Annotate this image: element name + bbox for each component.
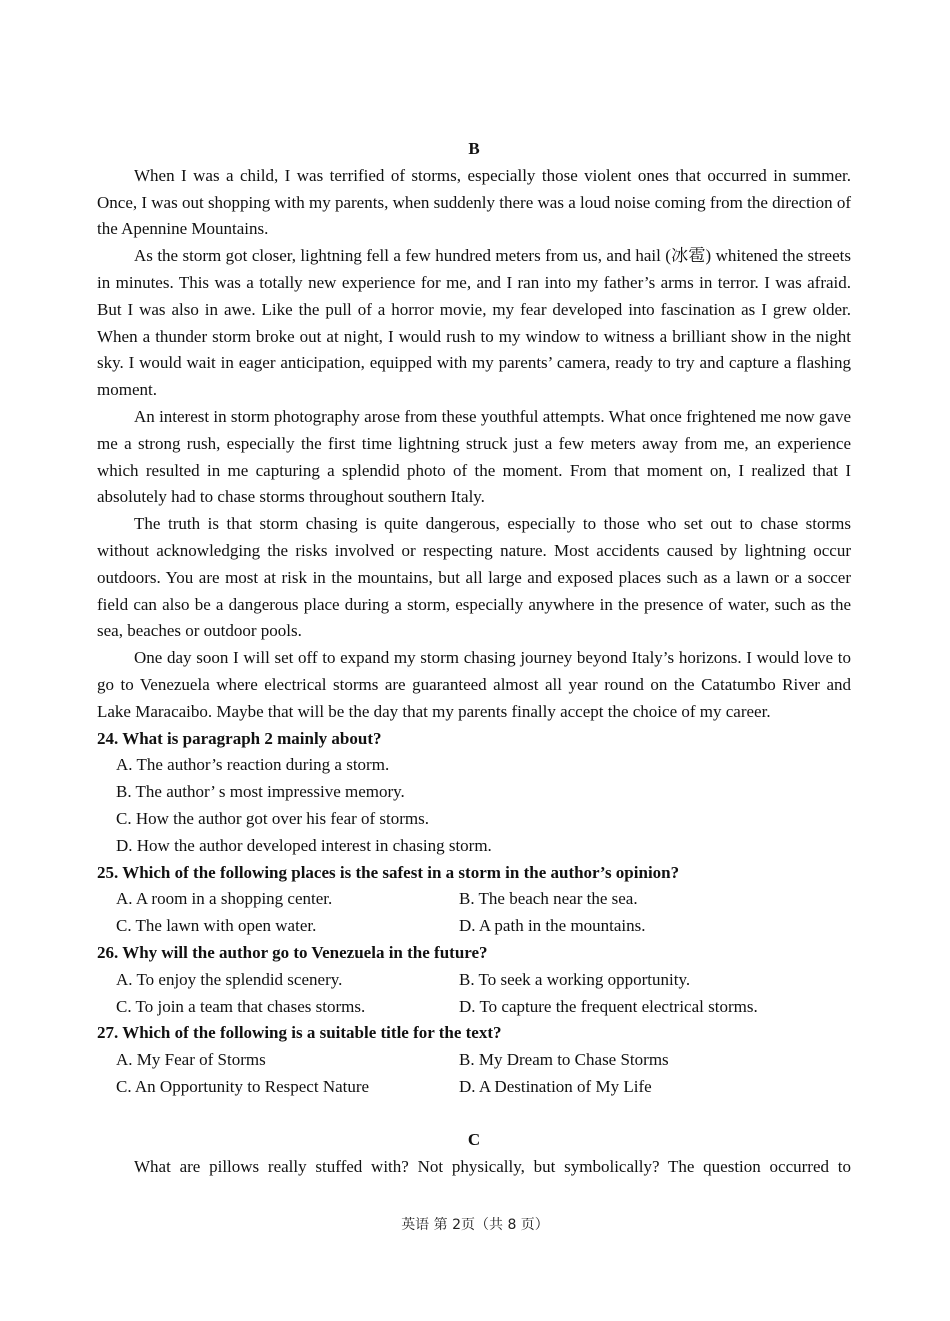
option-row bbox=[97, 886, 851, 913]
option-row bbox=[97, 913, 851, 940]
question-27: 27. Which of the following is a suitable title for the text? bbox=[97, 1023, 502, 1043]
paragraph-1: When I was a child, I was terrified of storms, especially those violent ones that occurred in summer. Once, I was out shopping with my parents, when suddenly there was a loud noise coming from the direction of the Apennine Mountains. bbox=[97, 165, 851, 239]
option: D. To capture the frequent electrical storms. bbox=[459, 996, 758, 1016]
section-b-heading: B bbox=[468, 139, 480, 158]
document-page bbox=[97, 136, 851, 1181]
option-row bbox=[97, 967, 851, 994]
option: B. The author’ s most impressive memory. bbox=[116, 782, 405, 802]
option: D. How the author developed interest in chasing storm. bbox=[116, 835, 492, 855]
option-row bbox=[97, 994, 851, 1021]
option: B. My Dream to Chase Storms bbox=[459, 1050, 669, 1070]
option: C. An Opportunity to Respect Nature bbox=[116, 1076, 370, 1096]
question-24: 24. What is paragraph 2 mainly about? bbox=[97, 728, 382, 748]
option-row bbox=[97, 1047, 851, 1074]
paragraph-4: The truth is that storm chasing is quite dangerous, especially to those who set out to chase storms without acknowledging the risks involved or respecting nature. Most accidents caused by lightning occur outdoors. You are most at risk in the mountains, but all large and exposed places such as a lawn or a soccer field can also be a dangerous place during a storm, especially anywhere in the presence of water, such as the sea, beaches or outdoor pools. bbox=[97, 514, 851, 641]
option: A. My Fear of Storms bbox=[116, 1050, 266, 1070]
paragraph-5: One day soon I will set off to expand my storm chasing journey beyond Italy’s horizons. I would love to go to Venezuela where electrical storms are guaranteed almost all year round on the Catatumbo River and Lake Maracaibo. Maybe that will be the day that my parents finally accept the choice of my career. bbox=[97, 648, 851, 721]
option: D. A path in the mountains. bbox=[459, 916, 646, 936]
page-footer: 英语 第 2页（共 8 页） bbox=[401, 1217, 549, 1233]
paragraph-2: As the storm got closer, lightning fell a few hundred meters from us, and hail (冰雹) whitened the streets in minutes. This was a totally new experience for me, and I ran into my father’s arms in terror. I was afraid. But I was also in awe. Like the pull of a horror movie, my fear developed into fascination as I grew older. When a thunder storm broke out at night, I would rush to my window to witness a brilliant show in the night sky. I would wait in eager anticipation, equipped with my parents’ camera, ready to try and capture a flashing moment. bbox=[97, 246, 851, 400]
question-26: 26. Why will the author go to Venezuela in the future? bbox=[97, 942, 488, 962]
option: B. To seek a working opportunity. bbox=[459, 969, 691, 989]
option: C. The lawn with open water. bbox=[116, 916, 317, 936]
section-c-first-line: What are pillows really stuffed with? Not physically, but symbolically? The question occurred to bbox=[134, 1157, 851, 1177]
option: A. To enjoy the splendid scenery. bbox=[116, 969, 343, 989]
option: A. The author’s reaction during a storm. bbox=[116, 755, 390, 775]
question-25: 25. Which of the following places is the safest in a storm in the author’s opinion? bbox=[97, 862, 680, 882]
option-row bbox=[97, 1074, 851, 1101]
option: A. A room in a shopping center. bbox=[116, 889, 333, 909]
spacer bbox=[97, 1101, 851, 1128]
paragraph-3: An interest in storm photography arose from these youthful attempts. What once frightened me now gave me a strong rush, especially the first time lightning struck just a few meters away from me, an experience which resulted in me capturing a splendid photo of the moment. From that moment on, I realized that I absolutely had to chase storms throughout southern Italy. bbox=[97, 406, 851, 507]
section-c-heading: C bbox=[467, 1130, 481, 1150]
option: C. How the author got over his fear of storms. bbox=[116, 808, 430, 828]
option: C. To join a team that chases storms. bbox=[116, 996, 366, 1016]
option: B. The beach near the sea. bbox=[459, 889, 638, 909]
option: D. A Destination of My Life bbox=[459, 1076, 652, 1096]
